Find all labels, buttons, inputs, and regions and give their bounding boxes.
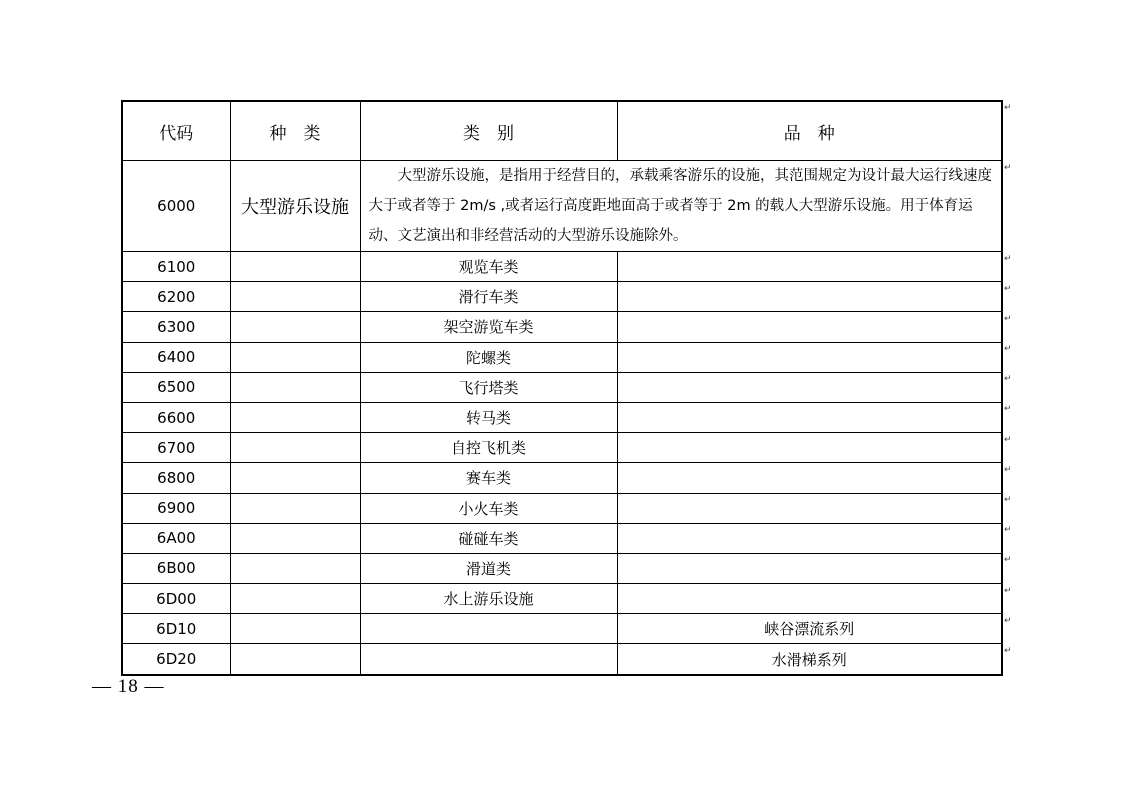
table-row [122,312,1002,342]
category-cell: 赛车类 [360,463,617,493]
category-cell: 小火车类 [360,493,617,523]
kind-cell [230,433,360,463]
code-cell: 6D00 [122,584,230,614]
header-kind: 种 类 [230,101,360,161]
variety-cell [617,493,1002,523]
code-cell: 6200 [122,282,230,312]
table-row [122,493,1002,523]
code-cell: 6800 [122,463,230,493]
category-cell: 滑行车类 [360,282,617,312]
category-cell: 转马类 [360,402,617,432]
kind-cell [230,402,360,432]
paragraph-mark-icon: ↵ [1004,615,1012,626]
table-row [122,553,1002,583]
page-number: — 18 — [92,676,165,697]
paragraph-mark-icon: ↵ [1004,464,1012,475]
variety-cell [617,282,1002,312]
table-row [122,614,1002,644]
paragraph-mark-icon: ↵ [1004,374,1012,385]
table-row [122,433,1002,463]
table-row [122,252,1002,282]
table-row [122,463,1002,493]
category-cell: 飞行塔类 [360,372,617,402]
main-category-row [122,161,1002,252]
paragraph-mark-icon: ↵ [1004,103,1012,113]
paragraph-mark-icon: ↵ [1004,645,1012,656]
variety-cell [617,584,1002,614]
kind-cell [230,553,360,583]
variety-cell [617,402,1002,432]
variety-cell [617,463,1002,493]
code-cell: 6100 [122,252,230,282]
variety-cell [617,372,1002,402]
kind-cell [230,493,360,523]
paragraph-mark-icon: ↵ [1004,525,1012,536]
kind-cell [230,252,360,282]
table-row [122,342,1002,372]
category-cell: 滑道类 [360,553,617,583]
variety-cell [617,252,1002,282]
kind-cell [230,644,360,675]
code-cell: 6500 [122,372,230,402]
main-kind-cell: 大型游乐设施 [230,161,360,252]
category-cell [360,614,617,644]
kind-cell [230,342,360,372]
code-cell: 6900 [122,493,230,523]
code-cell: 6D10 [122,614,230,644]
paragraph-mark-icon: ↵ [1004,313,1012,324]
category-cell: 观览车类 [360,252,617,282]
code-cell: 6300 [122,312,230,342]
table-row [122,523,1002,553]
category-cell: 陀螺类 [360,342,617,372]
code-cell: 6B00 [122,553,230,583]
table-row [122,644,1002,675]
kind-cell [230,614,360,644]
category-cell: 碰碰车类 [360,523,617,553]
paragraph-mark-icon: ↵ [1004,555,1012,566]
variety-cell [617,553,1002,583]
main-description-cell: 大型游乐设施，是指用于经营目的，承载乘客游乐的设施，其范围规定为设计最大运行线速度大于或者等于 2m/s ,或者运行高度距地面高于或者等于 2m 的载人大型游乐设施。用于体育运动、文艺演出和非经营活动的大型游乐设施除外。 [360,161,1002,252]
paragraph-mark-icon: ↵ [1004,162,1012,173]
kind-cell [230,463,360,493]
table-row [122,372,1002,402]
paragraph-mark-icon: ↵ [1004,344,1012,355]
category-cell: 水上游乐设施 [360,584,617,614]
kind-cell [230,523,360,553]
paragraph-mark-icon: ↵ [1004,585,1012,596]
code-cell: 6600 [122,402,230,432]
equipment-catalog-table [121,100,1003,676]
variety-cell: 水滑梯系列 [617,644,1002,675]
code-cell: 6700 [122,433,230,463]
code-cell: 6D20 [122,644,230,675]
table-row [122,282,1002,312]
variety-cell [617,433,1002,463]
category-cell: 自控飞机类 [360,433,617,463]
header-row [122,101,1002,161]
paragraph-mark-icon: ↵ [1004,283,1012,294]
category-cell: 架空游览车类 [360,312,617,342]
kind-cell [230,584,360,614]
header-code: 代码 [122,101,230,161]
variety-cell [617,342,1002,372]
header-category: 类 别 [360,101,617,161]
code-cell: 6400 [122,342,230,372]
paragraph-mark-icon: ↵ [1004,253,1012,264]
paragraph-mark-icon: ↵ [1004,434,1012,445]
main-code-cell: 6000 [122,161,230,252]
paragraph-mark-icon: ↵ [1004,404,1012,415]
category-cell [360,644,617,675]
table-row [122,584,1002,614]
paragraph-mark-icon: ↵ [1004,495,1012,505]
header-variety: 品 种 [617,101,1002,161]
variety-cell [617,312,1002,342]
variety-cell: 峡谷漂流系列 [617,614,1002,644]
kind-cell [230,372,360,402]
table-row [122,402,1002,432]
kind-cell [230,282,360,312]
code-cell: 6A00 [122,523,230,553]
kind-cell [230,312,360,342]
variety-cell [617,523,1002,553]
